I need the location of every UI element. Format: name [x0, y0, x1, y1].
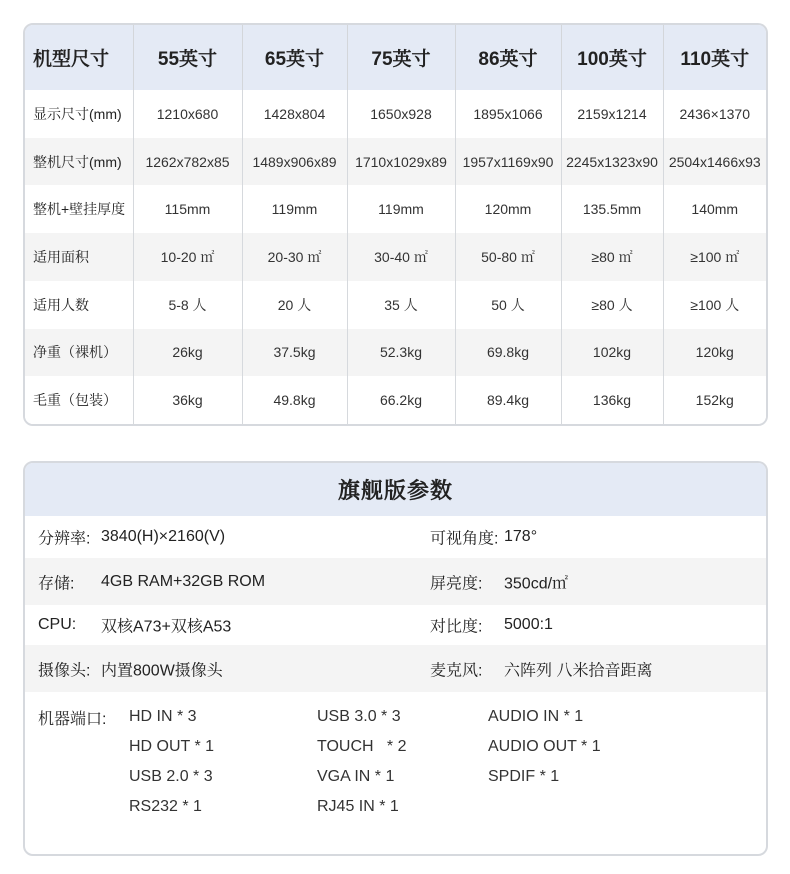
- table-cell: 2436×1370: [663, 90, 766, 138]
- row-label-applicable-people: 适用人数: [25, 281, 133, 329]
- table-row: [25, 329, 766, 377]
- table-cell: 66.2kg: [347, 376, 455, 424]
- table-row: [25, 138, 766, 186]
- camera-value: 内置800W摄像头: [101, 662, 223, 679]
- cpu-label: CPU:: [38, 616, 77, 633]
- port-item: RS232 * 1: [129, 798, 202, 815]
- table-cell: 1210x680: [133, 90, 242, 138]
- spec-row-storage: [25, 558, 766, 605]
- port-item: AUDIO OUT * 1: [488, 738, 601, 755]
- table-row: [25, 90, 766, 138]
- table-cell: 115mm: [133, 185, 242, 233]
- port-item: AUDIO IN * 1: [488, 708, 584, 725]
- table-cell: ≥100 人: [663, 281, 766, 329]
- cpu-value: 双核A73+双核A53: [101, 618, 232, 636]
- ports-column-3: [488, 706, 601, 796]
- header-65-inch: 65英寸: [242, 25, 347, 90]
- table-cell: ≥80 ㎡: [561, 233, 663, 281]
- view-angle-value: 178°: [504, 528, 538, 545]
- table-cell: 50-80 ㎡: [455, 233, 561, 281]
- ports-label: 机器端口:: [38, 711, 107, 728]
- table-cell: ≥80 人: [561, 281, 663, 329]
- table-cell: 2504x1466x93: [663, 138, 766, 186]
- storage-label: 存储:: [38, 575, 75, 592]
- table-cell: 136kg: [561, 376, 663, 424]
- row-label-wall-mount-thickness: 整机+壁挂厚度: [25, 185, 133, 233]
- table-cell: 50 人: [455, 281, 561, 329]
- table-cell: 10-20 ㎡: [133, 233, 242, 281]
- header-55-inch: 55英寸: [133, 25, 242, 90]
- port-item: VGA IN * 1: [317, 768, 395, 785]
- table-cell: 49.8kg: [242, 376, 347, 424]
- table-cell: 20-30 ㎡: [242, 233, 347, 281]
- size-comparison-table: [23, 23, 768, 426]
- header-model-size: 机型尺寸: [25, 25, 133, 90]
- header-86-inch: 86英寸: [455, 25, 561, 90]
- ports-column-1: [129, 706, 214, 826]
- table-cell: 5-8 人: [133, 281, 242, 329]
- table-cell: 69.8kg: [455, 329, 561, 377]
- port-item: HD IN * 3: [129, 708, 197, 725]
- flagship-spec-panel: [23, 461, 768, 856]
- row-label-display-size: 显示尺寸(mm): [25, 90, 133, 138]
- table-cell: 120kg: [663, 329, 766, 377]
- table-cell: 2159x1214: [561, 90, 663, 138]
- table-cell: 36kg: [133, 376, 242, 424]
- table-cell: 152kg: [663, 376, 766, 424]
- header-75-inch: 75英寸: [347, 25, 455, 90]
- row-label-overall-size: 整机尺寸(mm): [25, 138, 133, 186]
- row-label-gross-weight: 毛重（包装）: [25, 376, 133, 424]
- row-label-applicable-area: 适用面积: [25, 233, 133, 281]
- camera-label: 摄像头:: [38, 662, 91, 679]
- table-cell: 1262x782x85: [133, 138, 242, 186]
- size-table: [25, 25, 766, 424]
- table-cell: ≥100 ㎡: [663, 233, 766, 281]
- ports-column-2: [317, 706, 407, 826]
- table-cell: 140mm: [663, 185, 766, 233]
- port-item: USB 2.0 * 3: [129, 768, 213, 785]
- resolution-label: 分辨率:: [38, 530, 91, 548]
- spec-row-resolution: [25, 516, 766, 558]
- table-cell: 26kg: [133, 329, 242, 377]
- table-cell: 89.4kg: [455, 376, 561, 424]
- storage-value: 4GB RAM+32GB ROM: [101, 572, 266, 590]
- table-row: [25, 376, 766, 424]
- brightness-value: 350cd/㎡: [504, 575, 569, 592]
- spec-row-cpu: [25, 605, 766, 645]
- brightness-label: 屏亮度:: [430, 575, 483, 592]
- port-item: HD OUT * 1: [129, 738, 215, 755]
- table-row: [25, 185, 766, 233]
- table-cell: 119mm: [242, 185, 347, 233]
- port-item: TOUCH * 2: [317, 738, 407, 755]
- table-header-row: [25, 25, 766, 90]
- table-cell: 135.5mm: [561, 185, 663, 233]
- port-item: USB 3.0 * 3: [317, 708, 401, 725]
- header-100-inch: 100英寸: [561, 25, 663, 90]
- resolution-value: 3840(H)×2160(V): [101, 528, 226, 545]
- table-cell: 1650x928: [347, 90, 455, 138]
- row-label-net-weight: 净重（裸机）: [25, 329, 133, 377]
- table-row: [25, 233, 766, 281]
- table-cell: 2245x1323x90: [561, 138, 663, 186]
- table-cell: 120mm: [455, 185, 561, 233]
- table-cell: 20 人: [242, 281, 347, 329]
- table-cell: 119mm: [347, 185, 455, 233]
- spec-panel-title: 旗舰版参数: [25, 463, 766, 516]
- mic-label: 麦克风:: [430, 662, 483, 679]
- view-angle-label: 可视角度:: [430, 530, 499, 548]
- table-row: [25, 281, 766, 329]
- table-cell: 35 人: [347, 281, 455, 329]
- table-cell: 102kg: [561, 329, 663, 377]
- contrast-label: 对比度:: [430, 618, 483, 636]
- table-cell: 30-40 ㎡: [347, 233, 455, 281]
- contrast-value: 5000:1: [504, 616, 553, 633]
- table-cell: 1428x804: [242, 90, 347, 138]
- port-item: SPDIF * 1: [488, 768, 560, 785]
- table-cell: 1957x1169x90: [455, 138, 561, 186]
- header-110-inch: 110英寸: [663, 25, 766, 90]
- port-item: RJ45 IN * 1: [317, 798, 399, 815]
- table-cell: 1895x1066: [455, 90, 561, 138]
- table-cell: 37.5kg: [242, 329, 347, 377]
- table-cell: 1489x906x89: [242, 138, 347, 186]
- table-cell: 52.3kg: [347, 329, 455, 377]
- spec-row-camera: [25, 645, 766, 692]
- mic-value: 六阵列 八米拾音距离: [504, 662, 653, 679]
- table-cell: 1710x1029x89: [347, 138, 455, 186]
- ports-section: [25, 692, 766, 852]
